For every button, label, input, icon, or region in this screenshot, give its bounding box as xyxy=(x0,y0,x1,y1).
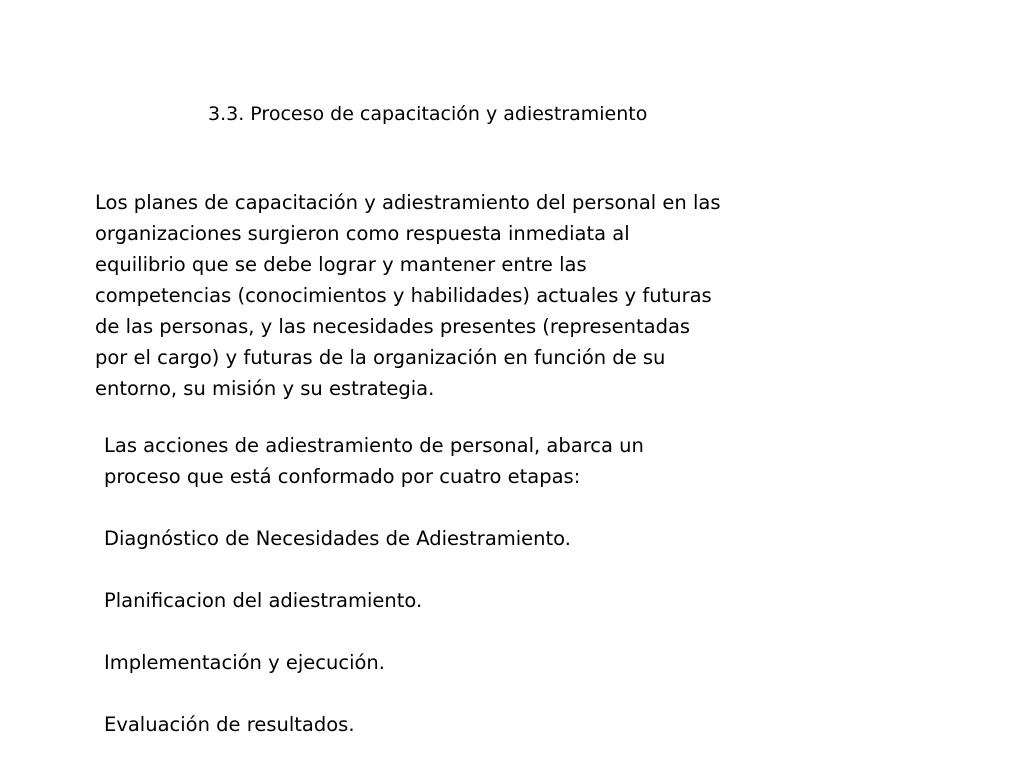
paragraph-line: Los planes de capacitación y adiestramiento del personal en las xyxy=(95,191,721,214)
paragraph-line: entorno, su misión y su estrategia. xyxy=(95,377,435,400)
paragraph-line: equilibrio que se debe lograr y mantener entre las xyxy=(95,253,587,276)
stage-evaluacion: Evaluación de resultados. xyxy=(104,713,355,736)
paragraph-line: de las personas, y las necesidades presentes (representadas xyxy=(95,315,691,338)
slide-title: 3.3. Proceso de capacitación y adiestramiento xyxy=(208,103,648,125)
paragraph-line: por el cargo) y futuras de la organización en función de su xyxy=(95,346,666,369)
paragraph-line: competencias (conocimientos y habilidades) actuales y futuras xyxy=(95,284,712,307)
stage-implementacion: Implementación y ejecución. xyxy=(104,651,385,674)
stages-block xyxy=(104,430,744,740)
intro-paragraph xyxy=(95,187,775,404)
stage-diagnostico: Diagnóstico de Necesidades de Adiestramiento. xyxy=(104,527,571,550)
stages-intro-line: proceso que está conformado por cuatro etapas: xyxy=(104,465,581,488)
paragraph-line: organizaciones surgieron como respuesta inmediata al xyxy=(95,222,630,245)
stage-planificacion: Planificacion del adiestramiento. xyxy=(104,589,423,612)
stages-intro-line: Las acciones de adiestramiento de personal, abarca un xyxy=(104,434,644,457)
